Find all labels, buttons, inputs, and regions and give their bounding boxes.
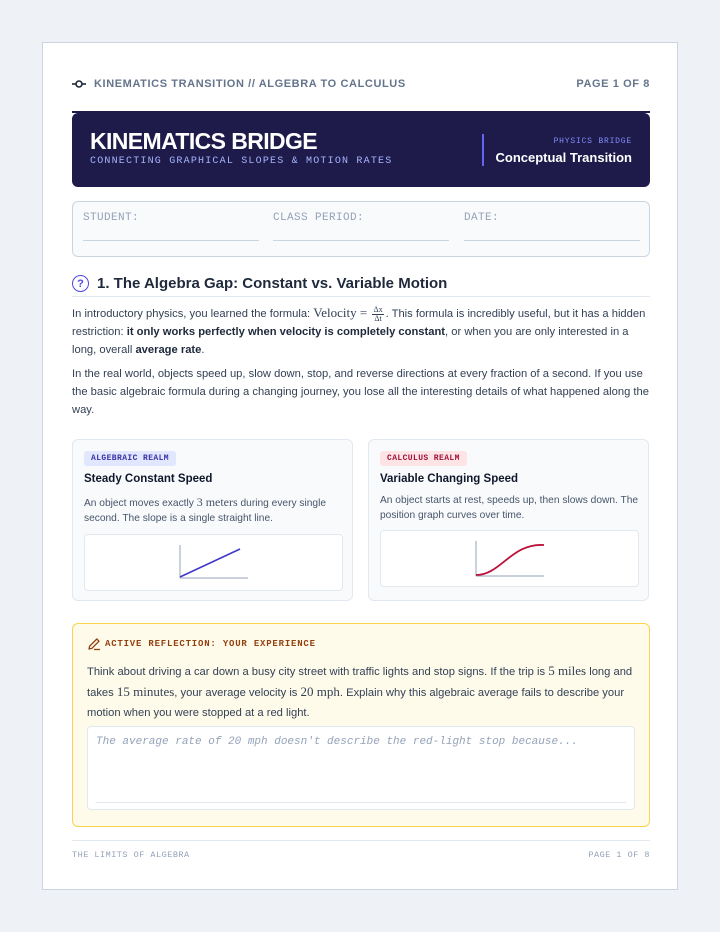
footer-page-number: PAGE 1 OF 8 [588,850,650,860]
calculus-card-title: Variable Changing Speed [380,473,519,485]
prompt-velocity: 20 mph [300,684,340,699]
worksheet-page [42,42,678,890]
intro-text-3: , or when you are only interested in a long, overall [72,326,629,356]
prompt-text-4: . Explain why this algebraic average fails to describe your motion when you were stopped at a red light. [87,687,625,719]
reflection-heading [87,637,316,651]
intro-bold-average: average rate [135,344,202,356]
commit-node-icon [72,79,86,89]
algebraic-tag: ALGEBRAIC REALM [84,451,176,466]
curve-position-line [476,545,544,575]
student-label: STUDENT: [83,212,140,224]
prompt-distance: 5 miles [548,663,587,678]
class-period-write-line [273,240,449,241]
student-write-line [83,240,259,241]
title-banner [72,113,650,187]
linear-graph-box [84,534,343,591]
student-field[interactable] [83,212,259,241]
intro-paragraph [72,304,650,359]
section-heading [72,271,650,297]
footer-left-text: THE LIMITS OF ALGEBRA [72,850,190,860]
prompt-time: 15 minutes [116,684,175,699]
calculus-card-text: An object starts at rest, speeds up, then slows down. The position graph curves over time. [380,495,639,521]
algebraic-card-text [84,495,344,526]
intro-bold-restriction: it only works perfectly when velocity is completely constant [126,326,446,338]
banner-tagline: Conceptual Transition [495,150,632,165]
algebraic-card-title: Steady Constant Speed [84,473,213,485]
intro-text-4: . [201,344,205,356]
real-world-paragraph: In the real world, objects speed up, slow down, stop, and reverse directions at every fraction of a second. If you use the basic algebraic formula during a changing journey, you lose all the interesting details of what happened along the way. [72,368,649,416]
section-title: 1. The Algebra Gap: Constant vs. Variable Motion [97,275,448,292]
prompt-text-3: , your average velocity is [174,687,301,699]
answer-placeholder: The average rate of 20 mph doesn't describe the red-light stop because... [96,736,578,748]
intro-text-2: . This formula is incredibly useful, but it has a hidden restriction: [72,308,646,338]
date-label: DATE: [464,212,500,224]
banner-label: PHYSICS BRIDGE [553,137,632,146]
pencil-icon [87,637,101,651]
date-write-line [464,240,640,241]
class-period-field[interactable] [273,212,449,241]
fraction-numerator: Δx [373,304,383,314]
algebraic-card [72,439,353,601]
reflection-prompt [87,661,637,723]
header-left [72,78,406,90]
fraction-denominator: Δt [374,313,382,323]
calculus-tag: CALCULUS REALM [380,451,467,466]
algebraic-text-2: during every single second. The slope is a single straight line. [84,498,327,524]
linear-graph [85,535,344,592]
curve-graph-box [380,530,639,587]
date-field[interactable] [464,212,640,241]
reflection-answer-field[interactable] [87,726,635,810]
banner-divider [482,134,484,166]
class-period-label: CLASS PERIOD: [273,212,365,224]
curve-graph [381,531,640,588]
formula-velocity: Velocity = [313,305,371,320]
banner-subtitle: CONNECTING GRAPHICAL SLOPES & MOTION RATES [90,156,393,167]
header-page-number: PAGE 1 OF 8 [576,78,650,90]
algebraic-text-1: An object moves exactly [84,498,197,509]
banner-title: KINEMATICS BRIDGE [90,128,318,154]
page-footer [72,840,650,860]
algebraic-math: 3 meters [196,495,238,509]
student-info-box [72,201,650,257]
linear-position-line [180,549,240,577]
calculus-card [368,439,649,601]
prompt-text-1: Think about driving a car down a busy city street with traffic lights and stop signs. If the trip is [87,666,549,678]
intro-text-1: In introductory physics, you learned the formula: [72,308,314,320]
answer-line [96,802,626,803]
formula-fraction [372,306,383,323]
reflection-box [72,623,650,827]
reflection-heading-text: ACTIVE REFLECTION: YOUR EXPERIENCE [105,639,316,649]
question-circle-icon: ? [72,275,89,292]
page-header [72,73,650,113]
header-title: KINEMATICS TRANSITION // ALGEBRA TO CALCULUS [94,78,406,90]
prompt-text-2: long and takes [87,666,633,699]
